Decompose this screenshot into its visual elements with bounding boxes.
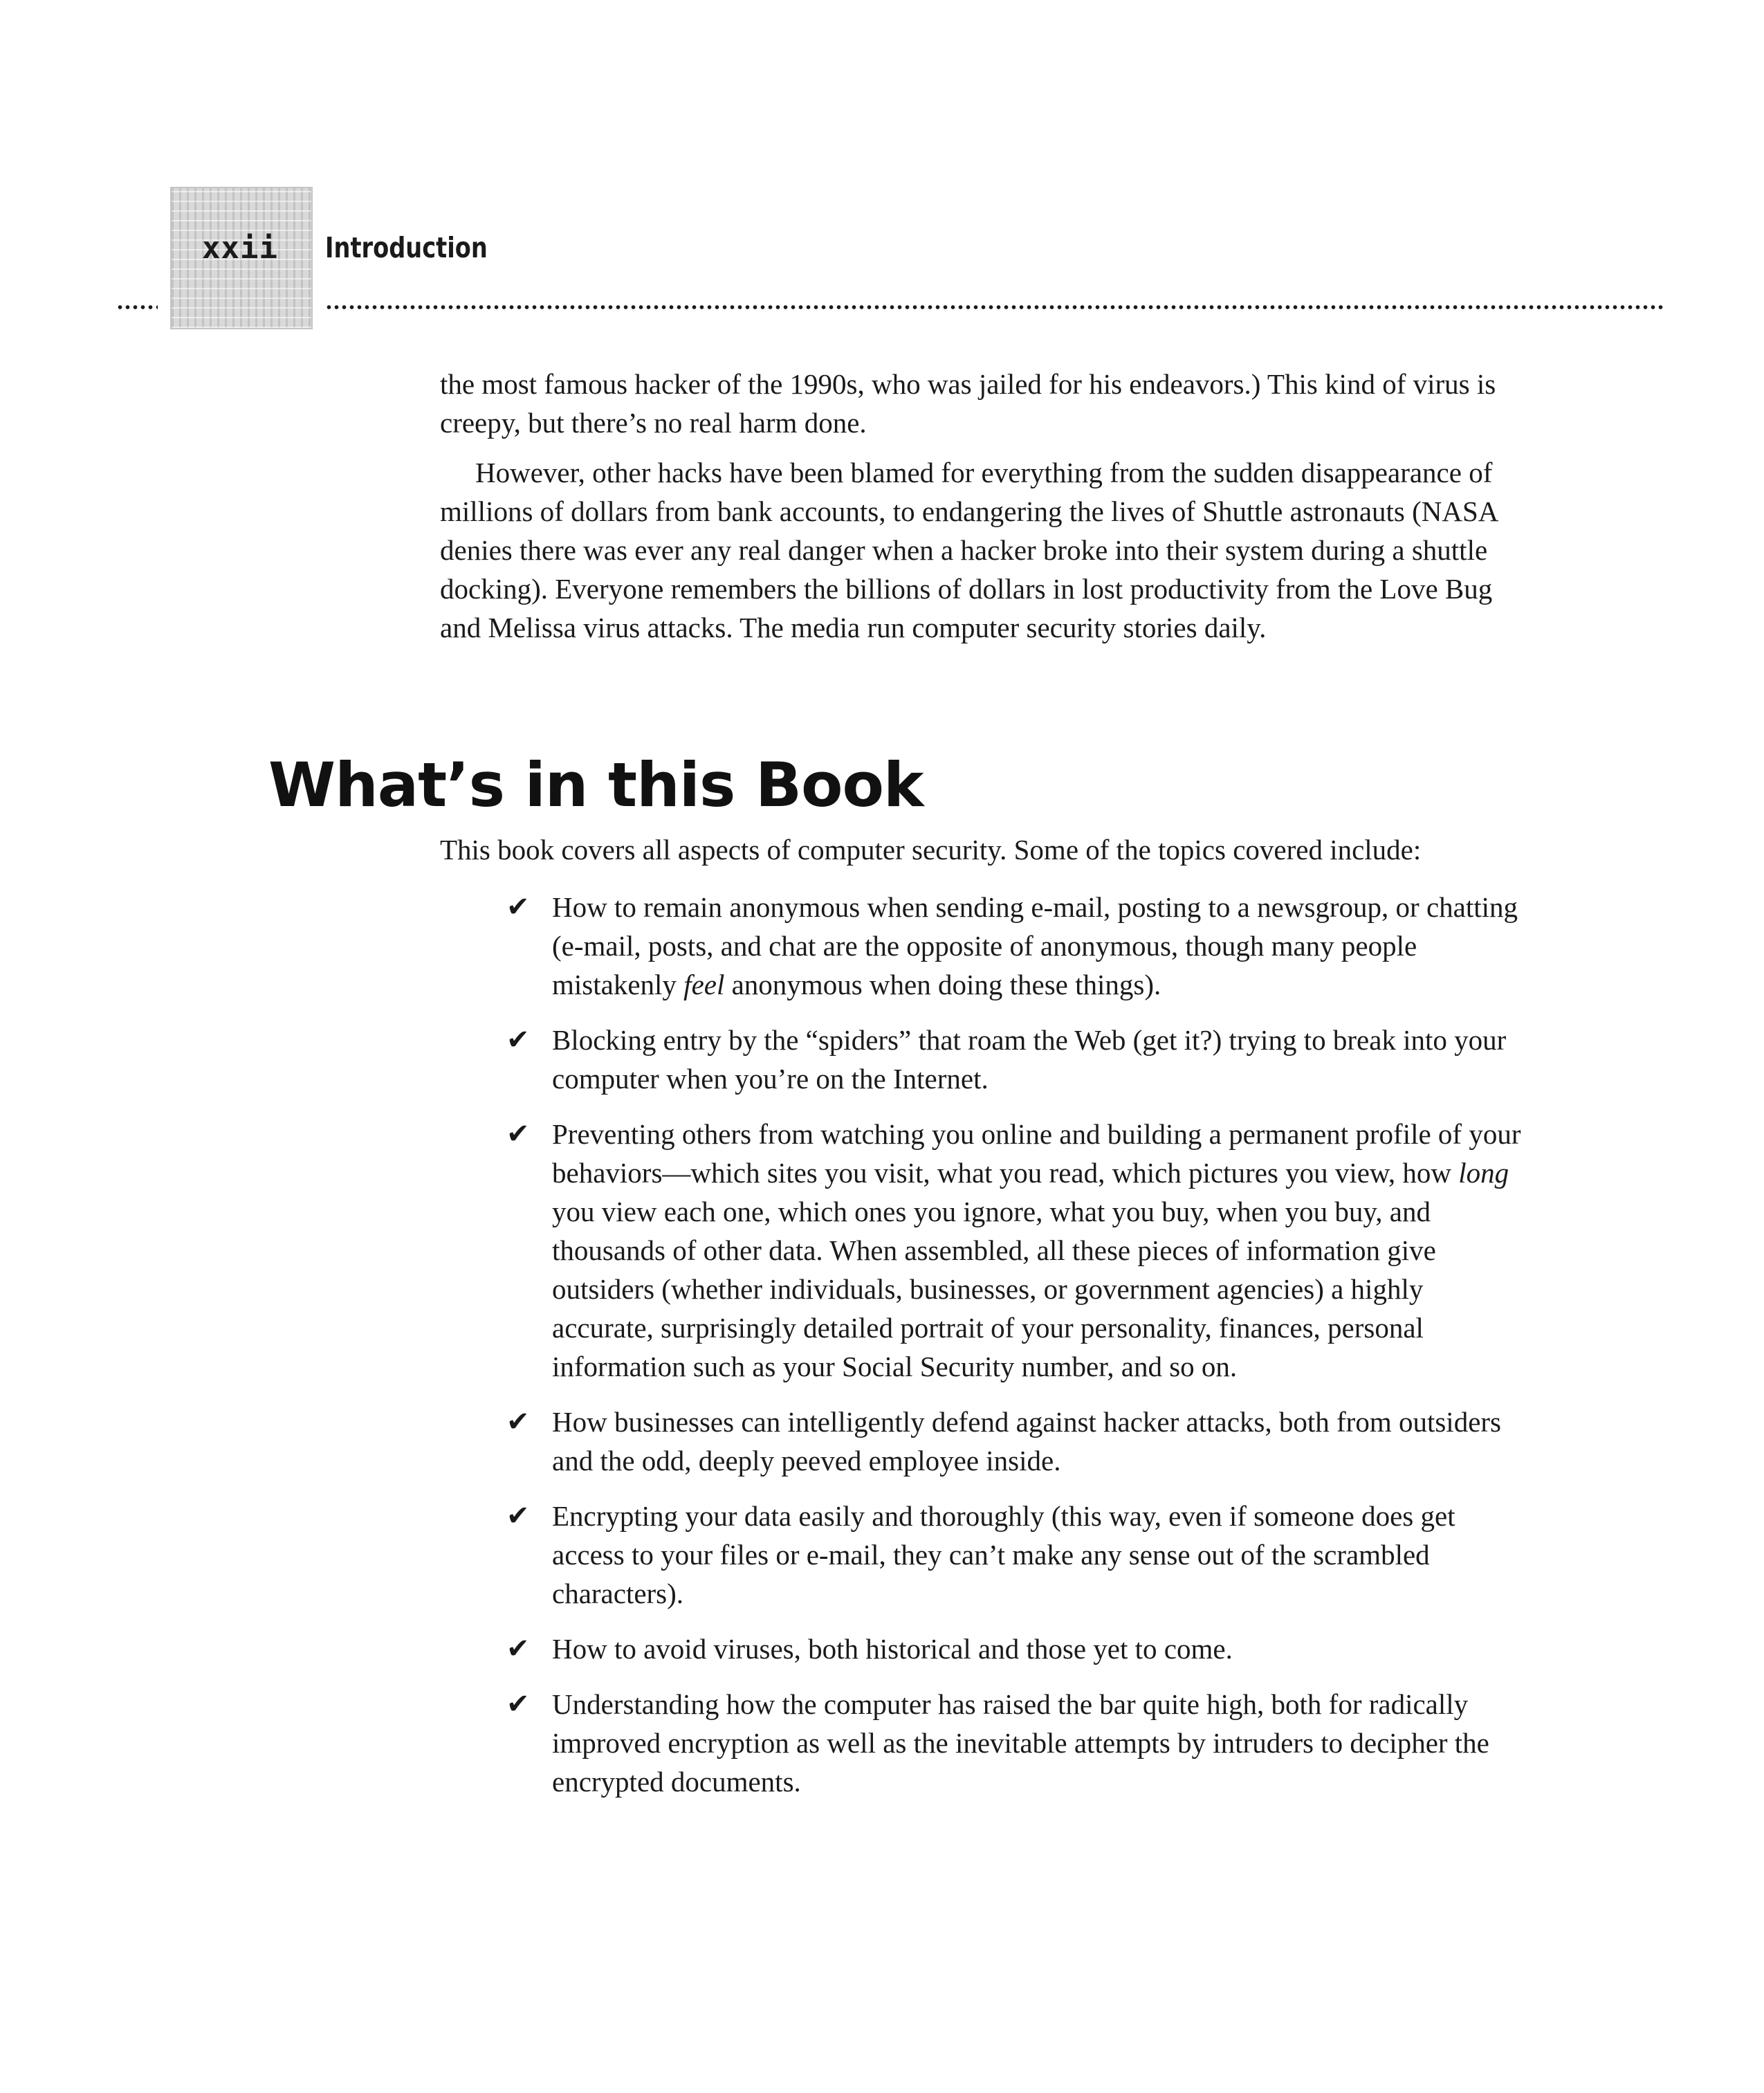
checkmark-icon: ✔ bbox=[506, 891, 530, 923]
list-item-text: Blocking entry by the “spiders” that roam the Web (get it?) trying to break into your computer when you’re on the Internet. bbox=[552, 1024, 1507, 1095]
checkmark-icon: ✔ bbox=[506, 1118, 530, 1150]
list-item-text: Preventing others from watching you online and building a permanent profile of your behaviors—which sites you visit, what you read, which pictures you view, how bbox=[552, 1118, 1521, 1189]
list-item-text: How to remain anonymous when sending e-mail, posting to a newsgroup, or chatting (e-mail, posts, and chat are the opposite of anonymous, though many people mistakenly bbox=[552, 891, 1518, 1000]
list-item bbox=[506, 1402, 1523, 1480]
list-item-emphasis: long bbox=[1458, 1157, 1509, 1189]
topic-checklist bbox=[506, 888, 1523, 1818]
list-item-text: you view each one, which ones you ignore, what you buy, when you buy, and thousands of other data. When assembled, all these pieces of information give outsiders (whether individuals, businesses, or government agencies) a highly accurate, surprisingly detailed portrait of your personality, finances, personal information such as your Social Security number, and so on. bbox=[552, 1196, 1436, 1382]
section-heading: What’s in this Book bbox=[268, 749, 924, 821]
list-item bbox=[506, 888, 1523, 1004]
list-item bbox=[506, 1021, 1523, 1098]
checkmark-icon: ✔ bbox=[506, 1500, 530, 1532]
list-item-emphasis: feel bbox=[683, 969, 725, 1000]
list-item-text: How businesses can intelligently defend against hacker attacks, both from outsiders and the odd, deeply peeved employee inside. bbox=[552, 1406, 1501, 1477]
section-intro: This book covers all aspects of computer security. Some of the topics covered include: bbox=[440, 834, 1422, 866]
checkmark-icon: ✔ bbox=[506, 1688, 530, 1720]
list-item-text: anonymous when doing these things). bbox=[724, 969, 1161, 1000]
list-item-text: Understanding how the computer has raised the bar quite high, both for radically improved encryption as well as the inevitable attempts by intruders to decipher the encrypted documents. bbox=[552, 1688, 1489, 1798]
checkmark-icon: ✔ bbox=[506, 1024, 530, 1056]
running-header-title: Introduction bbox=[325, 231, 488, 264]
checkmark-icon: ✔ bbox=[506, 1633, 530, 1665]
header-dotted-rule-right bbox=[325, 304, 1666, 310]
list-item bbox=[506, 1685, 1523, 1801]
list-item bbox=[506, 1115, 1523, 1386]
list-item bbox=[506, 1497, 1523, 1613]
list-item bbox=[506, 1629, 1523, 1668]
body-paragraph: the most famous hacker of the 1990s, who was jailed for his endeavors.) This kind of virus is creepy, but there’s no real harm done. bbox=[440, 368, 1496, 439]
checkmark-icon: ✔ bbox=[506, 1406, 530, 1438]
header-dotted-rule-left bbox=[116, 304, 158, 310]
body-paragraph: However, other hacks have been blamed for everything from the sudden disappearance of millions of dollars from bank accounts, to endangering the lives of Shuttle astronauts (NASA denies there was ever any real danger when a hacker broke into their system during a shuttle docking). Everyone remembers the billions of dollars in lost productivity from the Love Bug and Melissa virus attacks. The media run computer security stories daily. bbox=[440, 457, 1498, 643]
list-item-text: How to avoid viruses, both historical and those yet to come. bbox=[552, 1633, 1233, 1665]
page-number: xxii bbox=[202, 230, 278, 266]
list-item-text: Encrypting your data easily and thoroughly (this way, even if someone does get access to your files or e-mail, they can’t make any sense out of the scrambled characters). bbox=[552, 1500, 1455, 1609]
